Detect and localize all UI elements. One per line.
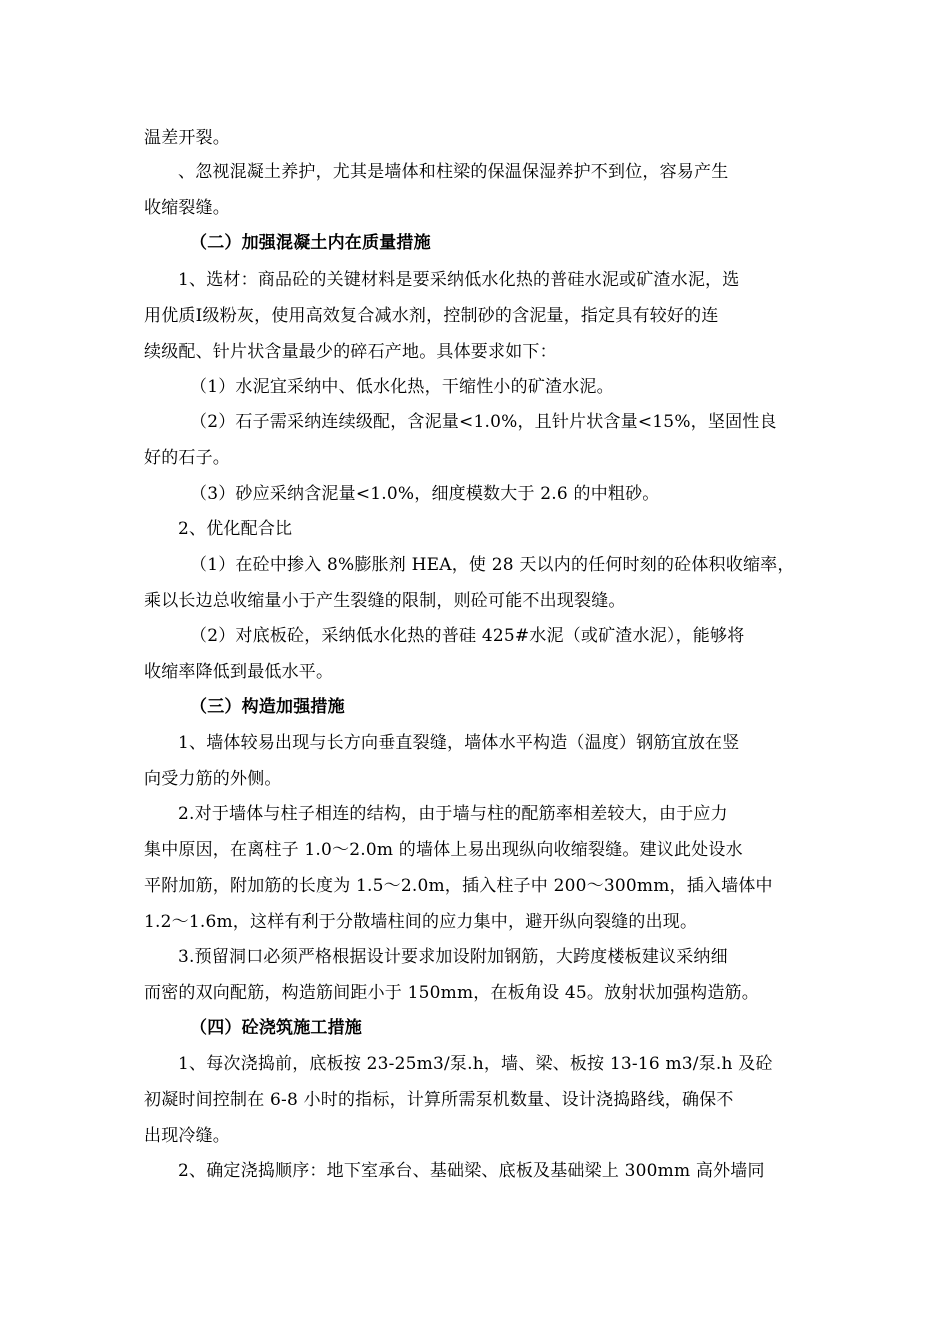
text-line: 出现冷缝。	[144, 1126, 230, 1146]
text-line: 续级配、针片状含量最少的碎石产地。具体要求如下：	[144, 342, 557, 362]
text-line: 而密的双向配筋，构造筋间距小于 150mm，在板角设 45。放射状加强构造筋。	[144, 983, 759, 1003]
text-line: 1、墙体较易出现与长方向垂直裂缝，墙体水平构造（温度）钢筋宜放在竖	[178, 733, 740, 753]
text-line: （1）在砼中掺入 8%膨胀剂 HEA，使 28 天以内的任何时刻的砼体积收缩率，	[190, 555, 795, 575]
text-line: 2、优化配合比	[178, 519, 293, 539]
text-line: （2）对底板砼，采纳低水化热的普硅 425#水泥（或矿渣水泥），能够将	[190, 626, 745, 646]
text-line: 初凝时间控制在 6-8 小时的指标，计算所需泵机数量、设计浇捣路线，确保不	[144, 1090, 734, 1110]
text-line: （3）砂应采纳含泥量<1.0%，细度模数大于 2.6 的中粗砂。	[190, 484, 660, 504]
text-line: 收缩裂缝。	[144, 198, 230, 218]
section-heading: （四）砼浇筑施工措施	[190, 1018, 362, 1038]
text-line: 3.预留洞口必须严格根据设计要求加设附加钢筋，大跨度楼板建议采纳细	[178, 947, 728, 967]
text-line: 1、每次浇捣前，底板按 23-25m3/泵.h，墙、梁、板按 13-16 m3/泵.h 及砼	[178, 1054, 773, 1074]
text-line: 乘以长边总收缩量小于产生裂缝的限制，则砼可能不出现裂缝。	[144, 591, 626, 611]
text-line: （1）水泥宜采纳中、低水化热，干缩性小的矿渣水泥。	[190, 377, 614, 397]
text-line: 1、选材：商品砼的关键材料是要采纳低水化热的普硅水泥或矿渣水泥，选	[178, 270, 740, 290]
text-line: （2）石子需采纳连续级配，含泥量<1.0%，且针片状含量<15%，坚固性良	[190, 412, 777, 432]
text-line: 平附加筋，附加筋的长度为 1.5～2.0m，插入柱子中 200～300mm，插入墙体中	[144, 876, 773, 896]
text-line: 1.2～1.6m，这样有利于分散墙柱间的应力集中，避开纵向裂缝的出现。	[144, 912, 698, 932]
text-line: 好的石子。	[144, 448, 230, 468]
text-line: 用优质Ⅰ级粉灰，使用高效复合减水剂，控制砂的含泥量，指定具有较好的连	[144, 306, 719, 326]
text-line: 温差开裂。	[144, 128, 230, 148]
text-line: 2、确定浇捣顺序：地下室承台、基础梁、底板及基础梁上 300mm 高外墙同	[178, 1161, 765, 1181]
text-line: 集中原因，在离柱子 1.0～2.0m 的墙体上易出现纵向收缩裂缝。建议此处设水	[144, 840, 743, 860]
text-line: 向受力筋的外侧。	[144, 769, 282, 789]
section-heading: （二）加强混凝土内在质量措施	[190, 233, 431, 253]
text-line: 收缩率降低到最低水平。	[144, 662, 334, 682]
text-line: 2.对于墙体与柱子相连的结构，由于墙与柱的配筋率相差较大，由于应力	[178, 804, 728, 824]
text-line: 、忽视混凝土养护，尤其是墙体和柱梁的保温保湿养护不到位，容易产生	[178, 162, 729, 182]
section-heading: （三）构造加强措施	[190, 697, 345, 717]
